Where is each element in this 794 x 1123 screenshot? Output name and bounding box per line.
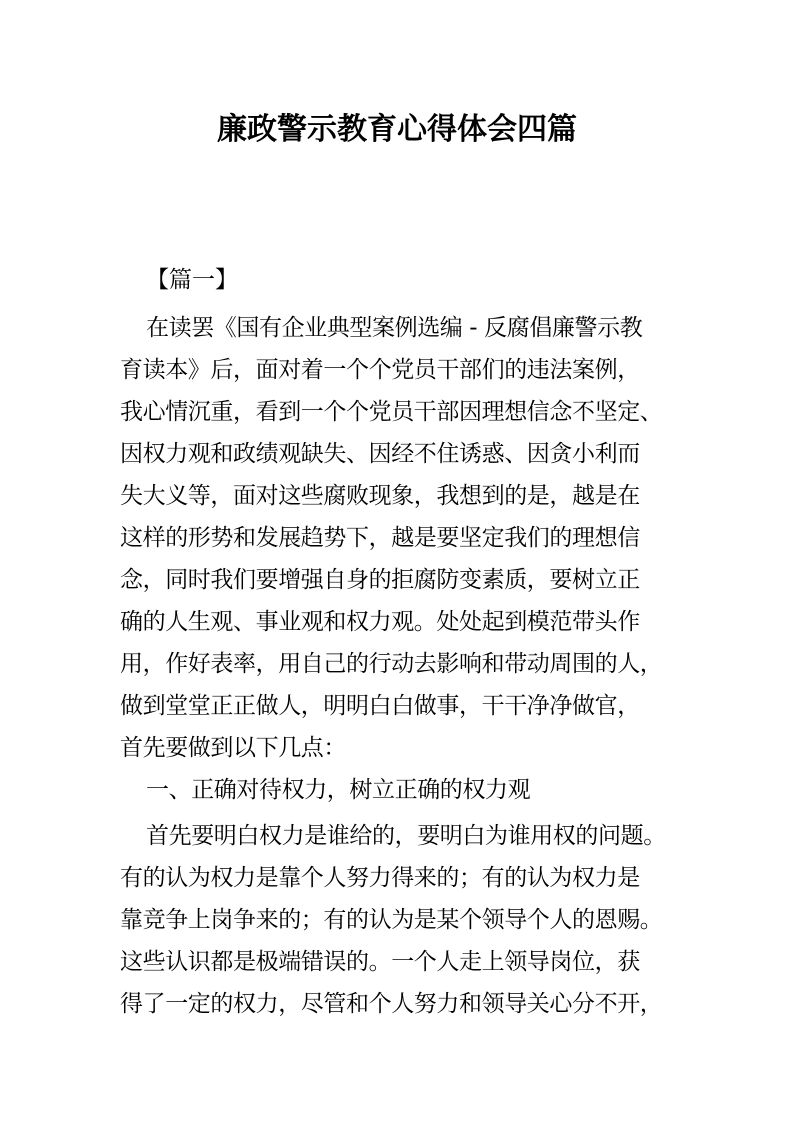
document-title: 廉政警示教育心得体会四篇 [217,112,577,147]
paragraph-line: 确的人生观、事业观和权力观。处处起到模范带头作 [120,609,640,635]
paragraph-line: 靠竞争上岗争来的；有的认为是某个领导个人的恩赐。 [120,907,663,933]
paragraph-line: 用，作好表率，用自己的行动去影响和带动周围的人， [120,651,663,677]
paragraph-line: 有的认为权力是靠个人努力得来的；有的认为权力是 [120,865,640,891]
paragraph-line: 育读本》后，面对着一个个党员干部们的违法案例， [120,357,640,383]
paragraph-line: 念，同时我们要增强自身的拒腐防变素质，要树立正 [120,567,640,593]
paragraph-line: 在读罢《国有企业典型案例选编 - 反腐倡廉警示教 [146,315,643,341]
paragraph-line: 首先要做到以下几点： [120,735,347,761]
paragraph-line: 我心情沉重，看到一个个党员干部因理想信念不坚定、 [120,399,663,425]
paragraph-line: 这些认识都是极端错误的。一个人走上领导岗位，获 [120,949,640,975]
paragraph-line: 这样的形势和发展趋势下，越是要坚定我们的理想信 [120,525,640,551]
paragraph-line: 做到堂堂正正做人，明明白白做事，干干净净做官， [120,693,640,719]
paragraph-line: 失大义等，面对这些腐败现象，我想到的是，越是在 [120,483,640,509]
section-heading: 【篇一】 [146,267,238,293]
paragraph-line: 因权力观和政绩观缺失、因经不住诱惑、因贪小利而 [120,441,640,467]
subsection-heading: 一、正确对待权力，树立正确的权力观 [146,777,531,803]
paragraph-line: 得了一定的权力，尽管和个人努力和领导关心分不开， [120,991,663,1017]
paragraph-line: 首先要明白权力是谁给的，要明白为谁用权的问题。 [146,823,666,849]
